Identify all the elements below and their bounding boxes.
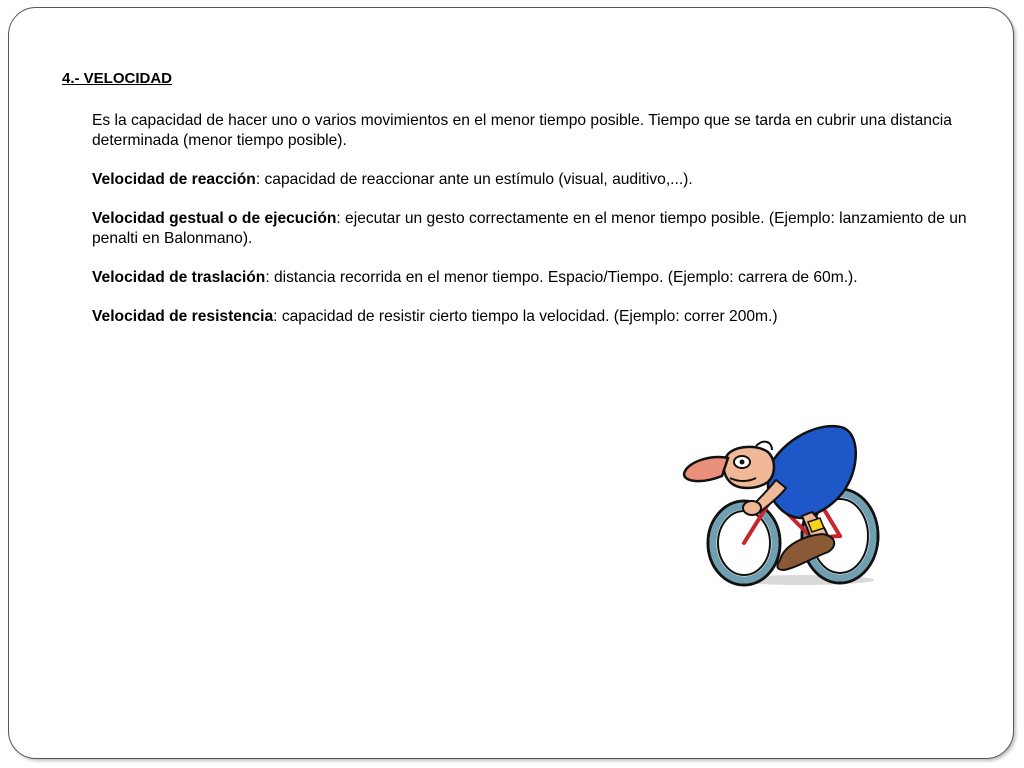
resistance-speed-text: : capacidad de resistir cierto tiempo la velocidad. (Ejemplo: correr 200m.) bbox=[273, 308, 778, 325]
paragraph-reaction-speed bbox=[92, 170, 972, 190]
cyclist-hand bbox=[743, 501, 761, 515]
cyclist-shoe bbox=[777, 534, 834, 570]
paragraph-gestural-speed bbox=[92, 209, 972, 249]
cyclist-head bbox=[724, 447, 774, 488]
cyclist-nose bbox=[684, 457, 728, 481]
paragraph-translation-speed bbox=[92, 268, 972, 288]
slide-body bbox=[92, 111, 972, 346]
term-resistance-speed: Velocidad de resistencia bbox=[92, 308, 274, 325]
slide-title: 4.- VELOCIDAD bbox=[62, 70, 173, 87]
term-reaction-speed: Velocidad de reacción bbox=[92, 171, 256, 188]
paragraph-definition bbox=[92, 111, 972, 151]
reaction-speed-text: : capacidad de reaccionar ante un estímulo (visual, auditivo,...). bbox=[255, 171, 693, 188]
paragraph-resistance-speed bbox=[92, 307, 972, 327]
cyclist-illustration bbox=[672, 418, 888, 588]
term-gestural-speed: Velocidad gestual o de ejecución bbox=[92, 210, 337, 227]
cyclist-eye bbox=[740, 460, 745, 465]
term-translation-speed: Velocidad de traslación bbox=[92, 269, 266, 286]
translation-speed-text: : distancia recorrida en el menor tiempo. Espacio/Tiempo. (Ejemplo: carrera de 60m.). bbox=[265, 269, 858, 286]
definition-text: Es la capacidad de hacer uno o varios movimientos en el menor tiempo posible. Tiempo que se tarda en cubrir una distancia determinada (menor tiempo posible). bbox=[92, 112, 952, 149]
cyclist-body bbox=[768, 426, 856, 518]
gestural-speed-text: : ejecutar un gesto correctamente en el menor tiempo posible. (Ejemplo: lanzamiento de un penalti en Balonmano). bbox=[92, 210, 967, 247]
